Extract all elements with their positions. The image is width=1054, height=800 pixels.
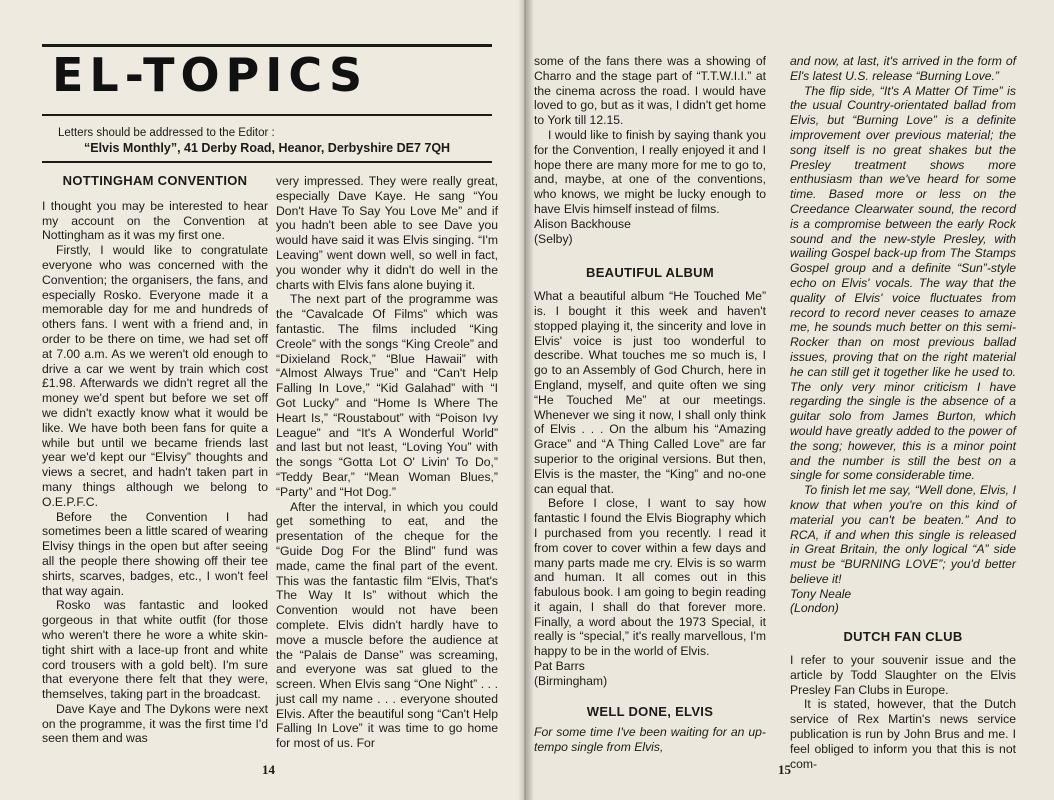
paragraph: To finish let me say, “Well done, Elvis, I know that when you're on this kind of material you can't be beaten.” And to RCA, if and when this single is released in Great Britain, the only logical “A” side must be “BURNING LOVE”; you'd better believe it! bbox=[790, 483, 1016, 586]
editor-address: “Elvis Monthly”, 41 Derby Road, Heanor, Derbyshire DE7 7QH bbox=[84, 141, 451, 155]
signature-name: Pat Barrs bbox=[534, 659, 585, 674]
paragraph: Rosko was fantastic and looked gorgeous in that white outfit (for those who weren't there he wore a white skin-tight shirt with a lace-up front and white cord trousers with a gold belt). I'm sure that everyone there felt that they were, themselves, taking part in the broadcast. bbox=[42, 598, 268, 702]
paragraph: It is stated, however, that the Dutch service of Rex Martin's news service publication is run by John Brus and me. I feel obliged to inform you that this is not com- bbox=[790, 697, 1016, 771]
article-heading: BEAUTIFUL ALBUM bbox=[586, 265, 714, 281]
page-gutter bbox=[518, 0, 534, 800]
signature-name: Tony Neale bbox=[790, 586, 852, 601]
paragraph: I thought you may be interested to hear my account on the Convention at Nottingham as it was my first one. bbox=[42, 198, 268, 243]
top-rule bbox=[42, 44, 492, 47]
left-page bbox=[0, 0, 524, 800]
signature-place: (London) bbox=[790, 601, 839, 616]
paragraph: and now, at last, it's arrived in the form of El's latest U.S. release “Burning Love.” bbox=[790, 54, 1016, 83]
paragraph: Before I close, I want to say how fantastic I found the Elvis Biography which I purchased from you recently. I read it from cover to cover within a few days and many parts made me cry. Elvis is so warm and human. It all comes out in this fabulous book. I am going to begin reading it again, I shall do that forever more. Finally, a word about the 1973 Special, it really is “special,” it's really marvellous, I'm happy to be in the world of Elvis. bbox=[534, 496, 766, 659]
page-number: 14 bbox=[262, 762, 275, 777]
paragraph: After the interval, in which you could get something to eat, and the presentation of the cheque for the “Guide Dog For the Blind” fund was made, came the final part of the event. This was the fantastic film “Elvis, That's The Way It Is” without which the Convention would not have been complete. Elvis didn't hardly have to move a muscle before the audience at the “Palais de Danse” was screaming, and everyone was sat glued to the screen. When Elvis sang “One Night” . . . just call my name . . . everyone shouted Elvis. After the beautiful song “Can't Help Falling In Love” it was time to go home for most of us. For bbox=[276, 499, 498, 751]
left-column-2 bbox=[276, 174, 498, 751]
right-column-1 bbox=[534, 54, 766, 755]
paragraph: The next part of the programme was the “Cavalcade Of Films” which was fantastic. The films included “King Creole” with the songs “King Creole” and “Dixieland Rock,” “Blue Hawaii” with “Almost Always True” and “Can't Help Falling In Love,” “Kid Galahad” with “I Got Lucky” and “Home Is Where The Heart Is,” “Roustabout” with “Poison Ivy League” and “It's A Wonderful World” and last but not least, “Loving You” with the songs “Gotta Lot O' Livin' To Do,” “Teddy Bear,” “Mean Woman Blues,” “Party” and “Hot Dog.” bbox=[276, 292, 498, 499]
right-column-2 bbox=[790, 54, 1016, 771]
paragraph: Dave Kaye and The Dykons were next on the programme, it was the first time I'd seen them and was bbox=[42, 701, 268, 746]
signature-place: (Selby) bbox=[534, 231, 573, 246]
paragraph: The flip side, “It's A Matter Of Time” is the usual Country-orientated ballad from Elvis, but “Burning Love” is a definite improvement over previous material; the song itself is no great shakes but the Presley treatment shows more enthusiasm than we've heard for some time. Based more or less on the Creedance Clearwater sound, the record is a compromise between the early Rock sound and the new-style Presley, with wailing Gospel back-up from The Stamps Gospel group and a definite “Sun”-style echo on Elvis' vocals. The way that the quality of Elvis' voice fluctuates from record to record never ceases to amaze me, he sounds much better on this semi-Rocker than on most previous ballad issues, proving that on the right material he can still get it together like he used to. The only very minor criticism I have regarding the single is the absence of a guitar solo from James Burton, which would have greatly added to the power of the song; however, this is a minor point and the number is still the best on a single for some considerable time. bbox=[790, 83, 1016, 483]
paragraph: I refer to your souvenir issue and the article by Todd Slaughter on the Elvis Presley Fan Clubs in Europe. bbox=[790, 653, 1016, 697]
paragraph: very impressed. They were really great, especially Dave Kaye. He sang “You Don't Have To Say You Love Me” and if you hadn't been able to see Dave you would have said it was Elvis singing. “I'm Leaving” went down well, so well in fact, you wonder why it didn't do well in the charts with Elvis fans alone buying it. bbox=[276, 174, 498, 292]
signature-place: (Birmingham) bbox=[534, 673, 608, 688]
title-rule bbox=[42, 114, 492, 116]
article-heading: NOTTINGHAM CONVENTION bbox=[62, 173, 248, 188]
page-number: 15 bbox=[778, 762, 791, 777]
article-heading: DUTCH FAN CLUB bbox=[843, 629, 963, 645]
section-title: EL-TOPICS bbox=[52, 48, 369, 102]
paragraph: some of the fans there was a showing of Charro and the stage part of “T.T.W.I.I.” at the cinema across the road. I would have loved to go, but as it was, I didn't get home to York till 12.15. bbox=[534, 54, 766, 128]
paragraph: For some time I've been waiting for an up-tempo single from Elvis, bbox=[534, 725, 766, 755]
signature-name: Alison Backhouse bbox=[534, 216, 631, 231]
right-page bbox=[526, 0, 1054, 800]
paragraph: Firstly, I would like to congratulate everyone who was concerned with the Convention; the organisers, the fans, and especially Rosko. Everyone made it a memorable day for me and hundreds of others fans. I went with a friend and, in order to be there on time, we had set off at 7.00 a.m. As we weren't old enough to drive a car we went by train which cost £1.98. Afterwards we didn't regret all the money we'd spent but before we set off we didn't exactly know what it would be like. We have both been fans for quite a while but until we became friends last year we'd kept our “Elvisy” thoughts and views a secret, and hadn't taken part in many things although we belong to O.E.P.F.C. bbox=[42, 243, 268, 509]
paragraph: I would like to finish by saying thank you for the Convention, I really enjoyed it and I hope there are many more for me to go to, and, maybe, at one of the conventions, who knows, we might be lucky enough to have Elvis himself instead of films. bbox=[534, 127, 766, 216]
address-rule bbox=[42, 161, 492, 163]
article-heading: WELL DONE, ELVIS bbox=[586, 703, 714, 719]
paragraph: Before the Convention I had sometimes been a little scared of wearing Elvisy things in the open but after seeing all the people there showing off their tee shirts, scarves, badges, etc., I won't feel that way again. bbox=[42, 509, 268, 598]
left-column-1 bbox=[42, 174, 268, 746]
paragraph: What a beautiful album “He Touched Me” is. I bought it this week and haven't stopped playing it, the sincerity and love in Elvis' voice is just too wonderful to describe. What touches me so much is, I go to an Assembly of God Church, here in England, myself, and quite often we sing “He Touched Me” at our meetings. Whenever we sing it now, I shall only think of Elvis . . . On the album his “Amazing Grace” and “A Thing Called Love” are far superior to the original versions. But then, Elvis is the master, the “King” and no-one can equal that. bbox=[534, 289, 766, 496]
address-intro: Letters should be addressed to the Editor : bbox=[58, 127, 275, 139]
